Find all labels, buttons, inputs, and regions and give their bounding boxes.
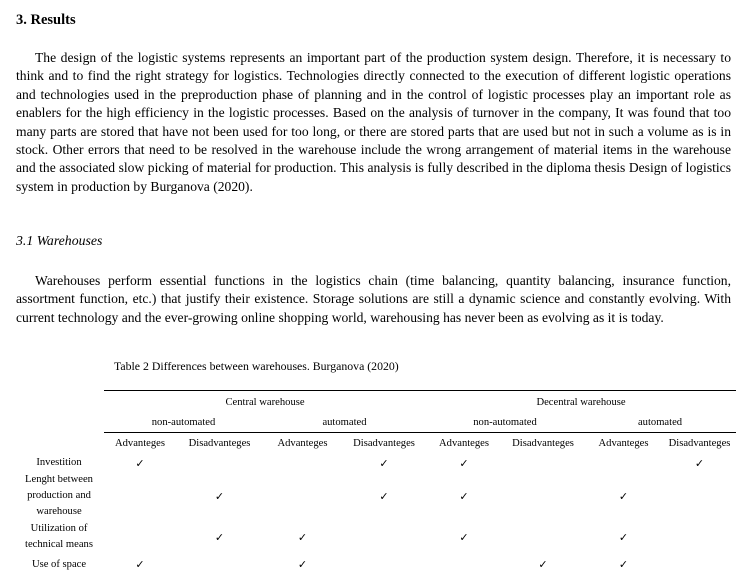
table-cell bbox=[104, 472, 176, 520]
table-cell bbox=[584, 472, 663, 520]
table-cell bbox=[426, 520, 502, 554]
table-cell bbox=[342, 520, 426, 554]
check-mark-icon: ✓ bbox=[459, 489, 469, 503]
row-label: Use of space bbox=[31, 558, 87, 570]
check-mark-icon: ✓ bbox=[618, 530, 629, 544]
subgroup-header: automated bbox=[637, 417, 683, 428]
table-row bbox=[14, 520, 736, 554]
group-header: Central warehouse bbox=[104, 391, 426, 414]
subgroup-header: non-automated bbox=[151, 417, 216, 428]
table-cell bbox=[342, 454, 426, 472]
check-mark-icon: ✓ bbox=[618, 489, 629, 503]
table-cell bbox=[663, 554, 736, 575]
check-mark-icon: ✓ bbox=[379, 489, 389, 503]
column-header: Advanteges bbox=[263, 433, 342, 455]
column-header: Advanteges bbox=[104, 433, 176, 455]
table-cell bbox=[584, 554, 663, 575]
check-mark-icon: ✓ bbox=[297, 558, 308, 571]
section-title: 3. Results bbox=[16, 12, 76, 28]
table-cell bbox=[263, 554, 342, 575]
table-row bbox=[14, 554, 736, 575]
table-cell bbox=[663, 472, 736, 520]
table-cell bbox=[663, 454, 736, 472]
column-header: Advanteges bbox=[426, 433, 502, 455]
table-row bbox=[14, 454, 736, 472]
check-mark-icon: ✓ bbox=[214, 489, 225, 503]
warehouses-paragraph: Warehouses perform essential functions in the logistics chain (time balancing, quantity balancing, insurance function, assortment function, etc.) that justify their existence. Storage solutions are still a dynamic science and constantly evolving. With current technology and the ever-growing online shopping world, warehousing has never been as evolving as it is today. bbox=[16, 273, 731, 325]
column-header: Disadvanteges bbox=[663, 433, 736, 455]
subsection-title: 3.1 Warehouses bbox=[16, 233, 103, 248]
check-mark-icon: ✓ bbox=[135, 456, 145, 470]
row-label: Investition bbox=[36, 457, 82, 468]
subgroup-header: automated bbox=[322, 417, 367, 428]
check-mark-icon: ✓ bbox=[538, 558, 548, 571]
table-cell bbox=[263, 454, 342, 472]
table-cell bbox=[104, 554, 176, 575]
check-mark-icon: ✓ bbox=[214, 530, 225, 544]
table-cell bbox=[176, 554, 263, 575]
results-paragraph: The design of the logistic systems represents an important part of the production system design. Therefore, it is necessary to think and to find the right strategy for logistics. Technologies directly connected to the execution of different logistic operations and technologies used in the preproduction phase of planning and in the control of logistic processes play an important role as enablers for the high efficiency in the logistic processes. Based on the analysis of turnover in the company, It was found that too many parts are stored that have not been used for too long, or there are stored parts that are used but not in such a volume as is in stock. Other errors that need to be resolved in the warehouse include the wrong arrangement of material items in the warehouse and the associated slow picking of material for production. This analysis is fully described in the diploma thesis Design of logistics system in production by Burganova (2020). bbox=[16, 50, 731, 194]
table-cell bbox=[342, 554, 426, 575]
row-label: Lenght between production and warehouse bbox=[25, 474, 93, 517]
column-header: Disadvanteges bbox=[502, 433, 584, 455]
column-header: Advanteges bbox=[584, 433, 663, 455]
table-cell bbox=[426, 554, 502, 575]
table-cell bbox=[584, 454, 663, 472]
table-cell bbox=[176, 454, 263, 472]
check-mark-icon: ✓ bbox=[618, 558, 629, 571]
table-corner bbox=[14, 391, 104, 414]
table-cell bbox=[426, 454, 502, 472]
table-cell bbox=[176, 472, 263, 520]
table-cell bbox=[263, 520, 342, 554]
table-cell bbox=[426, 472, 502, 520]
table-cell bbox=[104, 454, 176, 472]
table-cell bbox=[263, 472, 342, 520]
row-label: Utilization of technical means bbox=[25, 523, 93, 550]
table-cell bbox=[663, 520, 736, 554]
table-cell bbox=[584, 520, 663, 554]
column-header: Disadvanteges bbox=[342, 433, 426, 455]
table-cell bbox=[502, 554, 584, 575]
check-mark-icon: ✓ bbox=[459, 530, 469, 544]
subgroup-header: non-automated bbox=[473, 417, 537, 428]
table-cell bbox=[342, 472, 426, 520]
check-mark-icon: ✓ bbox=[459, 456, 469, 470]
check-mark-icon: ✓ bbox=[379, 456, 389, 470]
table-row bbox=[14, 472, 736, 520]
check-mark-icon: ✓ bbox=[135, 558, 145, 571]
table-cell bbox=[502, 454, 584, 472]
table-cell bbox=[502, 472, 584, 520]
group-header: Decentral warehouse bbox=[426, 391, 736, 414]
warehouse-differences-table bbox=[14, 390, 736, 575]
table-cell bbox=[176, 520, 263, 554]
table-caption: Table 2 Differences between warehouses. Burganova (2020) bbox=[114, 359, 399, 373]
check-mark-icon: ✓ bbox=[297, 530, 308, 544]
table-cell bbox=[104, 520, 176, 554]
column-header: Disadvanteges bbox=[176, 433, 263, 455]
check-mark-icon: ✓ bbox=[694, 456, 705, 470]
table-cell bbox=[502, 520, 584, 554]
